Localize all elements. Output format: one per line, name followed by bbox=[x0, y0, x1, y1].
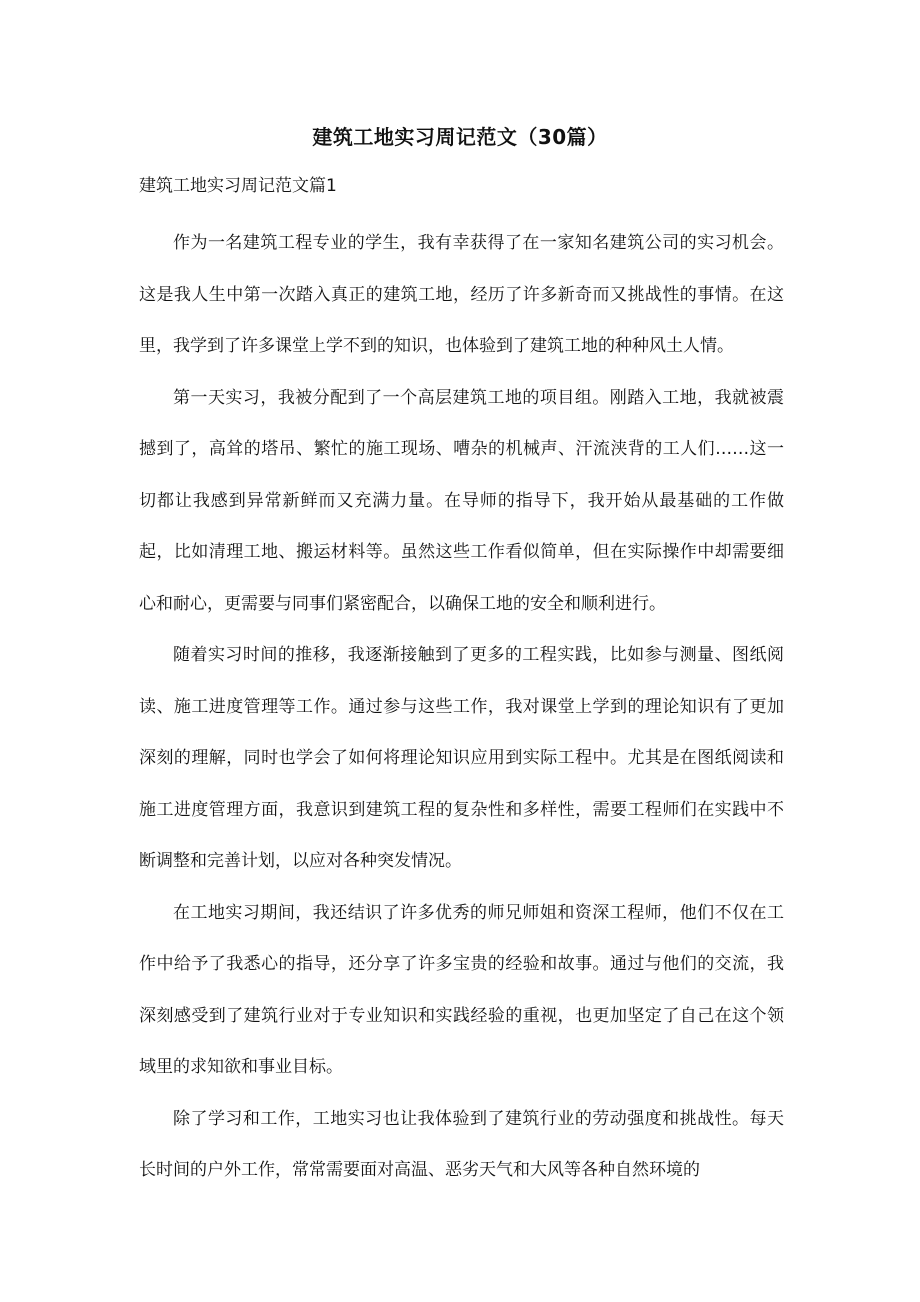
paragraph-1: 作为一名建筑工程专业的学生，我有幸获得了在一家知名建筑公司的实习机会。这是我人生中第一次踏入真正的建筑工地，经历了许多新奇而又挑战性的事情。在这里，我学到了许多课堂上学不到的知识，也体验到了建筑工地的种种风土人情。 bbox=[139, 233, 784, 356]
document-body bbox=[139, 218, 784, 1197]
section-heading: 建筑工地实习周记范文篇1 bbox=[139, 176, 337, 196]
paragraph-4: 在工地实习期间，我还结识了许多优秀的师兄师姐和资深工程师，他们不仅在工作中给予了我悉心的指导，还分享了许多宝贵的经验和故事。通过与他们的交流，我深刻感受到了建筑行业对于专业知识和实践经验的重视，也更加坚定了自己在这个领域里的求知欲和事业目标。 bbox=[139, 902, 784, 1077]
paragraph-5: 除了学习和工作，工地实习也让我体验到了建筑行业的劳动强度和挑战性。每天长时间的户外工作，常常需要面对高温、恶劣天气和大风等各种自然环境的 bbox=[139, 1108, 784, 1180]
document-title: 建筑工地实习周记范文（30篇） bbox=[312, 125, 608, 149]
paragraph-2: 第一天实习，我被分配到了一个高层建筑工地的项目组。刚踏入工地，我就被震撼到了，高耸的塔吊、繁忙的施工现场、嘈杂的机械声、汗流浃背的工人们……这一切都让我感到异常新鲜而又充满力量。在导师的指导下，我开始从最基础的工作做起，比如清理工地、搬运材料等。虽然这些工作看似简单，但在实际操作中却需要细心和耐心，更需要与同事们紧密配合，以确保工地的安全和顺利进行。 bbox=[139, 387, 784, 614]
paragraph-3: 随着实习时间的推移，我逐渐接触到了更多的工程实践，比如参与测量、图纸阅读、施工进度管理等工作。通过参与这些工作，我对课堂上学到的理论知识有了更加深刻的理解，同时也学会了如何将理论知识应用到实际工程中。尤其是在图纸阅读和施工进度管理方面，我意识到建筑工程的复杂性和多样性，需要工程师们在实践中不断调整和完善计划，以应对各种突发情况。 bbox=[139, 645, 784, 871]
